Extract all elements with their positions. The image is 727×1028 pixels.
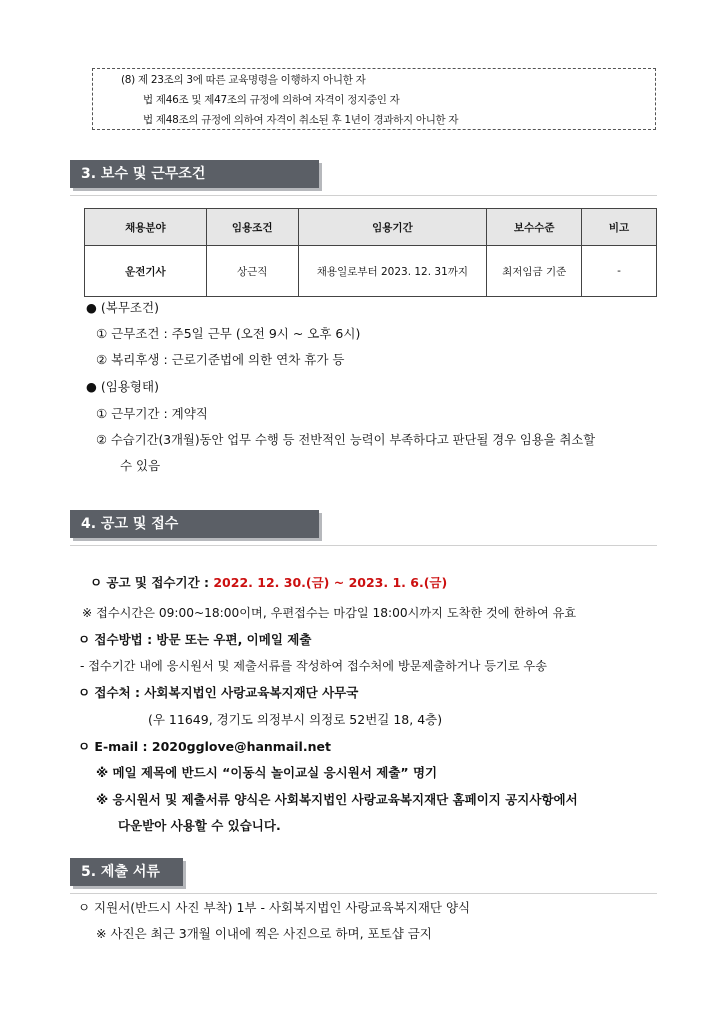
cell-period: 채용일로부터 2023. 12. 31까지 [298,246,487,297]
disqualification-line-3: 법 제48조의 규정에 의하여 자격이 취소된 후 1년이 경과하지 아니한 자 [143,114,459,126]
work-hours: ① 근무조건 : 주5일 근무 (오전 9시 ~ 오후 6시) [96,326,361,341]
section-5-divider [70,893,657,894]
reception-time-note: ※ 접수시간은 09:00~18:00이며, 우편접수는 마감일 18:00시까지 도착한 것에 한하여 유효 [82,606,577,620]
section-5-header: 5. 제출 서류 [70,858,183,886]
bullet-icon: ● [86,300,97,315]
header-period: 임용기간 [298,209,487,246]
application-period-value: 2022. 12. 30.(금) ~ 2023. 1. 6.(금) [213,575,448,590]
probation-line-2: 수 있음 [120,458,161,473]
submission-method: ㅇ 접수방법 : 방문 또는 우편, 이메일 제출 [78,632,312,647]
disqualification-line-2: 법 제46조 및 제47조의 규정에 의하여 자격이 정지중인 자 [143,94,400,106]
header-remarks: 비고 [582,209,657,246]
form-download-note-1: ※ 응시원서 및 제출서류 양식은 사회복지법인 사랑교육복지재단 홈페이지 공지사항에서 [96,792,578,807]
cell-condition: 상근직 [206,246,298,297]
bullet-work-conditions: ● (복무조건) [86,300,159,315]
disqualification-box [92,68,656,130]
submission-method-note: - 접수기간 내에 응시원서 및 제출서류를 작성하여 접수처에 방문제출하거나 등기로 우송 [80,659,547,673]
disqualification-line-1: (8) 제 23조의 3에 따른 교육명령을 이행하지 아니한 자 [121,74,366,86]
probation-line-1: ② 수습기간(3개월)동안 업무 수행 등 전반적인 능력이 부족하다고 판단될 경우 임용을 취소할 [96,433,596,447]
bullet-icon: ● [86,379,97,394]
header-salary: 보수수준 [487,209,582,246]
header-field: 채용분야 [85,209,207,246]
email-subject-note: ※ 메일 제목에 반드시 “이동식 놀이교실 응시원서 제출” 명기 [96,765,438,780]
header-condition: 임용조건 [206,209,298,246]
email-address: ㅇ E-mail : 2020gglove@hanmail.net [78,739,331,754]
application-form-item: ㅇ 지원서(반드시 사진 부착) 1부 - 사회복지법인 사랑교육복지재단 양식 [78,900,471,915]
salary-table [84,208,657,297]
cell-field: 운전기사 [85,246,207,297]
welfare: ② 복리후생 : 근로기준법에 의한 연차 휴가 등 [96,352,345,367]
table-header-row [85,209,657,246]
application-period-label: ㅇ 공고 및 접수기간 : [90,575,214,590]
section-4-header: 4. 공고 및 접수 [70,510,319,538]
application-period [90,573,447,591]
reception-address: (우 11649, 경기도 의정부시 의정로 52번길 18, 4층) [148,712,443,727]
cell-remarks: - [582,246,657,297]
bullet-employment-type: ● (임용형태) [86,379,159,394]
form-download-note-2: 다운받아 사용할 수 있습니다. [118,818,281,833]
cell-salary: 최저임금 기준 [487,246,582,297]
photo-note: ※ 사진은 최근 3개월 이내에 찍은 사진으로 하며, 포토샵 금지 [96,926,432,941]
table-row [85,246,657,297]
section-3-divider [70,195,657,196]
section-3-header: 3. 보수 및 근무조건 [70,160,319,188]
work-period: ① 근무기간 : 계약직 [96,406,208,421]
section-4-divider [70,545,657,546]
reception-place: ㅇ 접수처 : 사회복지법인 사랑교육복지재단 사무국 [78,685,359,700]
